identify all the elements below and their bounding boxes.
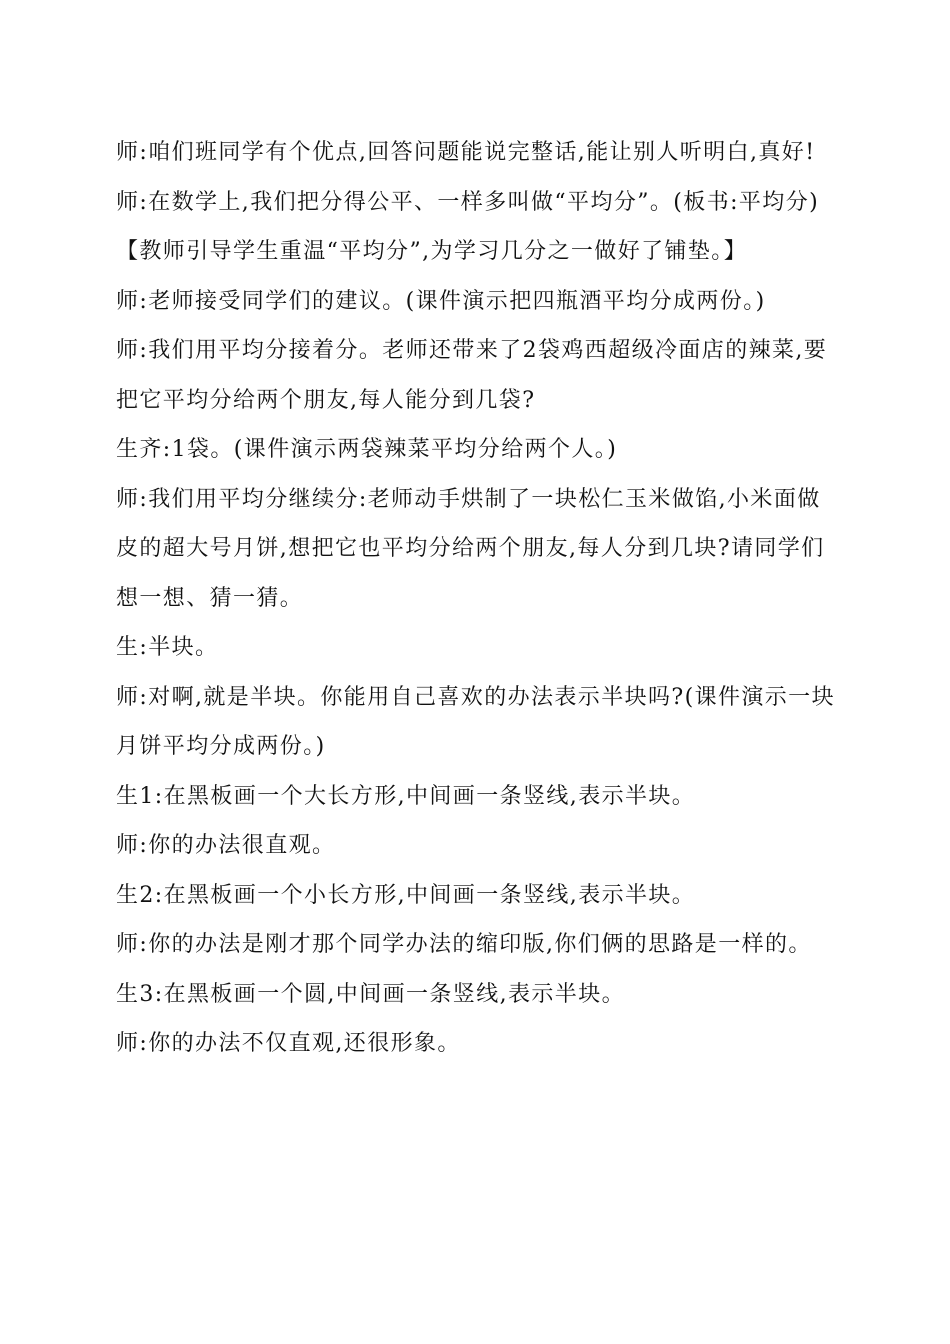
paragraph-student2-answer: 生2:在黑板画一个小长方形,中间画一条竖线,表示半块。: [116, 882, 696, 908]
paragraph-teacher-comment-1: 师:你的办法很直观。: [116, 833, 336, 858]
paragraph-student-half-piece: 生:半块。: [116, 635, 219, 660]
paragraph-teaching-note: 【教师引导学生重温“平均分”,为学习几分之一做好了铺垫。】: [116, 239, 748, 264]
paragraph-teacher-represent-half: 师:对啊,就是半块。你能用自己喜欢的办法表示半块吗?(课件演示一块月饼平均分成两份。): [116, 684, 835, 759]
paragraph-teacher-praise: 师:咱们班同学有个优点,回答问题能说完整话,能让别人听明白,真好!: [116, 140, 816, 165]
paragraph-teacher-mooncake-question: 师:我们用平均分继续分:老师动手烘制了一块松仁玉米做馅,小米面做皮的超大号月饼,想把它也平均分给两个朋友,每人分到几块?请同学们想一想、猜一猜。: [116, 486, 825, 611]
paragraph-teacher-comment-2: 师:你的办法是刚才那个同学办法的缩印版,你们俩的思路是一样的。: [116, 932, 812, 957]
paragraph-teacher-spicy-dish-question: 师:我们用平均分接着分。老师还带来了2袋鸡西超级冷面店的辣菜,要把它平均分给两个朋友,每人能分到几袋?: [116, 338, 828, 413]
paragraph-student3-answer: 生3:在黑板画一个圆,中间画一条竖线,表示半块。: [116, 981, 625, 1007]
paragraph-students-answer-one-bag: 生齐:1袋。(课件演示两袋辣菜平均分给两个人。): [116, 437, 618, 462]
paragraph-teacher-average-definition: 师:在数学上,我们把分得公平、一样多叫做“平均分”。(板书:平均分): [116, 189, 820, 215]
lesson-transcript: [116, 128, 840, 1069]
paragraph-teacher-accepts-suggestion: 师:老师接受同学们的建议。(课件演示把四瓶酒平均分成两份。): [116, 288, 766, 314]
paragraph-teacher-comment-3: 师:你的办法不仅直观,还很形象。: [116, 1031, 461, 1056]
paragraph-student1-answer: 生1:在黑板画一个大长方形,中间画一条竖线,表示半块。: [116, 783, 696, 809]
